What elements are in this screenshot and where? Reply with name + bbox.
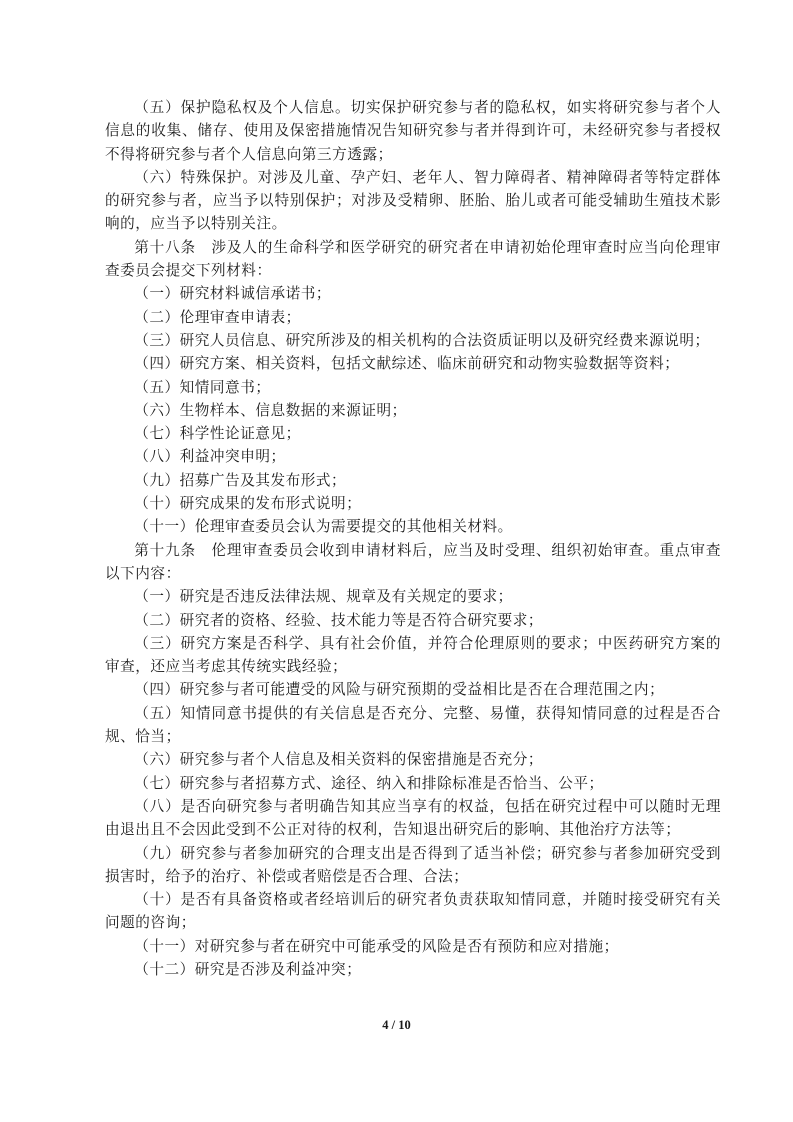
list-item: （九）招募广告及其发布形式；: [134, 471, 347, 489]
list-item: （七）研究参与者招募方式、途径、纳入和排除标准是否恰当、公平；: [134, 774, 604, 792]
paragraph-special-protection: （六）特殊保护。对涉及儿童、孕产妇、老年人、智力障碍者、精神障碍者等特定群体的研究参与者，应当予以特别保护；对涉及受精卵、胚胎、胎儿或者可能受辅助生殖技术影响的，应当予以特别关注。: [105, 168, 721, 233]
list-item: （八）是否向研究参与者明确告知其应当享有的权益，包括在研究过程中可以随时无理由退出且不会因此受到不公正对待的权利，告知退出研究后的影响、其他治疗方法等；: [105, 797, 721, 839]
list-item: （十二）研究是否涉及利益冲突；: [134, 960, 362, 978]
list-item: （八）利益冲突申明；: [134, 448, 286, 466]
list-item: （一）研究材料诚信承诺书；: [134, 285, 332, 303]
list-item: （十一）对研究参与者在研究中可能承受的风险是否有预防和应对措施；: [134, 937, 619, 955]
article-19-heading: 第十九条 伦理审查委员会收到申请材料后，应当及时受理、组织初始审查。重点审查以下内容：: [105, 541, 721, 582]
list-item: （六）生物样本、信息数据的来源证明；: [134, 401, 407, 419]
paragraph-privacy-protection: （五）保护隐私权及个人信息。切实保护研究参与者的隐私权，如实将研究参与者个人信息的收集、储存、使用及保密措施情况告知研究参与者并得到许可，未经研究参与者授权不得将研究参与者个人信息向第三方透露；: [105, 99, 721, 163]
list-item: （二）伦理审查申请表；: [134, 308, 301, 326]
list-item: （四）研究参与者可能遭受的风险与研究预期的受益相比是否在合理范围之内；: [134, 681, 665, 699]
list-item: （四）研究方案、相关资料，包括文献综述、临床前研究和动物实验数据等资料；: [134, 355, 680, 373]
page-number: 4 / 10: [382, 1018, 411, 1032]
list-item: （十）研究成果的发布形式说明；: [134, 495, 362, 513]
list-item: （十）是否有具备资格或者经培训后的研究者负责获取知情同意，并随时接受研究有关问题的咨询；: [105, 891, 721, 932]
list-item: （二）研究者的资格、经验、技术能力等是否符合研究要求；: [134, 611, 544, 629]
list-item: （三）研究人员信息、研究所涉及的相关机构的合法资质证明以及研究经费来源说明；: [134, 331, 710, 349]
list-item: （三）研究方案是否科学、具有社会价值，并符合伦理原则的要求；中医药研究方案的审查，还应当考虑其传统实践经验；: [105, 634, 721, 676]
list-item: （七）科学性论证意见；: [134, 425, 301, 443]
list-item: （一）研究是否违反法律法规、规章及有关规定的要求；: [134, 588, 513, 606]
article-18-heading: 第十八条 涉及人的生命科学和医学研究的研究者在申请初始伦理审查时应当向伦理审查委员会提交下列材料：: [105, 238, 721, 280]
document-body: [105, 96, 721, 981]
list-item: （九）研究参与者参加研究的合理支出是否得到了适当补偿；研究参与者参加研究受到损害时，给予的治疗、补偿或者赔偿是否合理、合法；: [105, 844, 721, 885]
list-item: （五）知情同意书提供的有关信息是否充分、完整、易懂，获得知情同意的过程是否合规、恰当；: [105, 704, 721, 746]
list-item: （五）知情同意书；: [134, 378, 271, 396]
list-item: （六）研究参与者个人信息及相关资料的保密措施是否充分；: [134, 751, 544, 769]
list-item: （十一）伦理审查委员会认为需要提交的其他相关材料。: [134, 518, 513, 536]
